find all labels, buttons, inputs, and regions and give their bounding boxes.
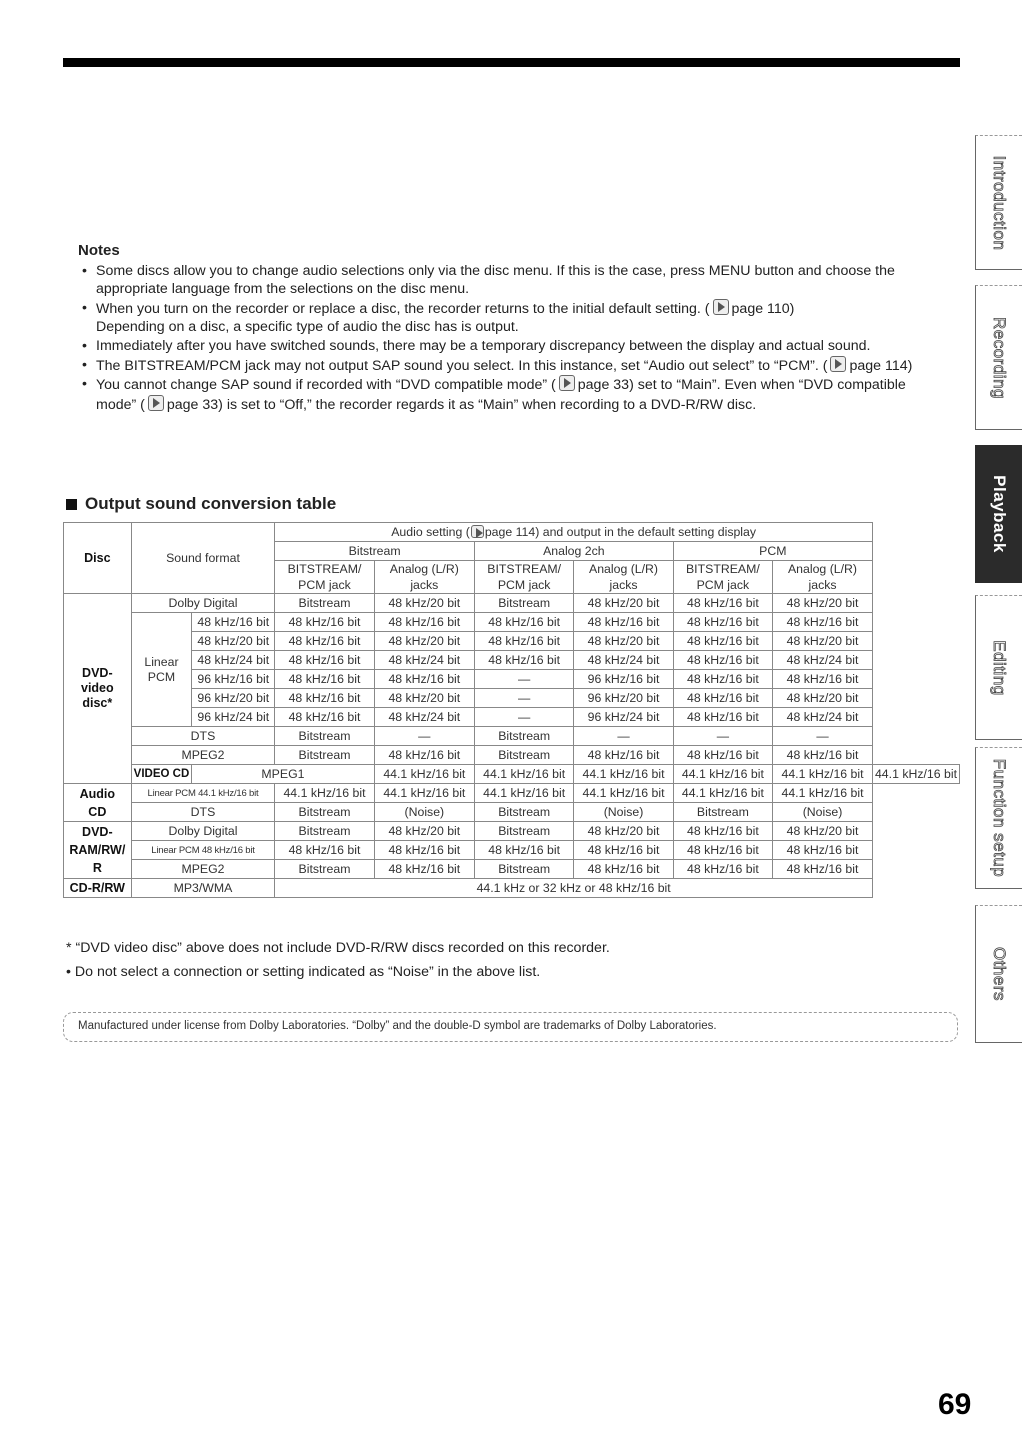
value-cell: 48 kHz/16 bit: [773, 613, 873, 632]
value-cell: 48 kHz/16 bit: [773, 860, 873, 879]
value-cell: Bitstream: [275, 727, 374, 746]
header-pcm: PCM: [673, 542, 872, 561]
note-item: • The BITSTREAM/PCM jack may not output SAP sound you select. In this instance, set “Audio out select” to “PCM”. ( page 114): [78, 356, 948, 376]
side-tab-editing[interactable]: [975, 595, 1022, 740]
value-cell: 48 kHz/16 bit: [574, 860, 673, 879]
format-cell: 96 kHz/24 bit: [192, 708, 275, 727]
header-bitstream: Bitstream: [275, 542, 475, 561]
table-row: [64, 879, 960, 898]
value-cell: 48 kHz/16 bit: [574, 841, 673, 860]
side-tab-recording[interactable]: [975, 285, 1022, 430]
page-reference-icon: [471, 525, 484, 538]
value-cell: 48 kHz/16 bit: [275, 670, 374, 689]
value-cell: 48 kHz/16 bit: [474, 651, 573, 670]
disc-cd-r-rw: CD-R/RW: [64, 879, 132, 898]
value-cell: —: [773, 727, 873, 746]
side-tab-playback[interactable]: [975, 445, 1022, 583]
table-row: [64, 651, 960, 670]
value-cell: 48 kHz/16 bit: [673, 860, 772, 879]
value-cell: 48 kHz/20 bit: [574, 822, 673, 841]
table-row: [64, 822, 960, 841]
value-cell: 48 kHz/16 bit: [574, 613, 673, 632]
table-row: [64, 613, 960, 632]
value-cell: 48 kHz/20 bit: [574, 632, 673, 651]
side-tab-introduction[interactable]: [975, 135, 1022, 270]
value-cell: 48 kHz/16 bit: [673, 822, 772, 841]
table-row: [64, 860, 960, 879]
footnote: • Do not select a connection or setting indicated as “Noise” in the above list.: [66, 964, 541, 980]
format-cell: Linear PCM 44.1 kHz/16 bit: [131, 784, 275, 803]
value-cell: Bitstream: [474, 727, 573, 746]
format-cell: MPEG1: [192, 765, 374, 784]
linear-pcm-label: Linear PCM: [131, 613, 192, 727]
value-cell: 48 kHz/16 bit: [474, 632, 573, 651]
table-row: [64, 594, 960, 613]
value-cell: Bitstream: [673, 803, 772, 822]
value-cell: 48 kHz/16 bit: [275, 613, 374, 632]
value-cell: (Noise): [773, 803, 873, 822]
value-cell: 48 kHz/20 bit: [773, 822, 873, 841]
value-cell: 48 kHz/16 bit: [374, 746, 474, 765]
disc-dvd-video: DVD- video disc*: [64, 594, 132, 784]
value-cell: 48 kHz/16 bit: [275, 841, 374, 860]
side-tab-label: Playback: [990, 475, 1009, 553]
value-cell: 44.1 kHz/16 bit: [872, 765, 959, 784]
value-cell: 48 kHz/16 bit: [374, 860, 474, 879]
value-cell: 48 kHz/16 bit: [275, 689, 374, 708]
value-cell: 48 kHz/20 bit: [374, 594, 474, 613]
license-notice: Manufactured under license from Dolby Laboratories. “Dolby” and the double-D symbol are trademarks of Dolby Laboratories.: [63, 1012, 958, 1042]
footnote: * “DVD video disc” above does not include DVD-R/RW discs recorded on this recorder.: [66, 940, 610, 956]
header-bitstream-pcm-jack: BITSTREAM/ PCM jack: [275, 561, 374, 594]
format-cell: DTS: [131, 803, 275, 822]
value-cell: Bitstream: [474, 860, 573, 879]
notes-title: Notes: [78, 242, 120, 259]
disc-audio-cd: Audio CD: [64, 784, 132, 822]
value-cell: 48 kHz/16 bit: [773, 841, 873, 860]
value-cell: 96 kHz/24 bit: [574, 708, 673, 727]
page-reference-icon: [713, 299, 729, 315]
value-cell: 48 kHz/16 bit: [673, 594, 772, 613]
side-tab-function-setup[interactable]: [975, 747, 1022, 889]
section-title: Output sound conversion table: [66, 494, 336, 514]
value-cell: 44.1 kHz or 32 kHz or 48 kHz/16 bit: [275, 879, 873, 898]
value-cell: 44.1 kHz/16 bit: [574, 765, 673, 784]
format-cell: 96 kHz/16 bit: [192, 670, 275, 689]
format-cell: MPEG2: [131, 860, 275, 879]
value-cell: Bitstream: [275, 594, 374, 613]
value-cell: 48 kHz/20 bit: [773, 594, 873, 613]
value-cell: 48 kHz/24 bit: [773, 708, 873, 727]
value-cell: Bitstream: [474, 594, 573, 613]
side-tab-label: Function setup: [990, 758, 1009, 878]
square-bullet-icon: [66, 499, 77, 510]
table-row: [64, 632, 960, 651]
table-row: [64, 784, 960, 803]
value-cell: 48 kHz/24 bit: [374, 708, 474, 727]
format-cell: Dolby Digital: [131, 594, 275, 613]
table-row: [64, 670, 960, 689]
value-cell: Bitstream: [275, 822, 374, 841]
value-cell: 96 kHz/20 bit: [574, 689, 673, 708]
side-tab-label: Introduction: [990, 155, 1009, 250]
header-analog-jacks: Analog (L/R) jacks: [773, 561, 873, 594]
value-cell: —: [474, 670, 573, 689]
value-cell: (Noise): [374, 803, 474, 822]
header-bitstream-pcm-jack: BITSTREAM/ PCM jack: [474, 561, 573, 594]
value-cell: 48 kHz/16 bit: [773, 746, 873, 765]
note-item: • You cannot change SAP sound if recorded with “DVD compatible mode” ( page 33) set to “Main”. Even when “DVD compatible mode” ( page 33) is set to “Off,” the recorder regards it as “Main” when recording to a DVD-R/RW disc.: [78, 375, 948, 414]
value-cell: 48 kHz/16 bit: [275, 632, 374, 651]
note-item: • Some discs allow you to change audio selections only via the disc menu. If this is the case, press MENU button and choose the appropriate language from the selections on the disc menu.: [78, 262, 948, 299]
page-number: 69: [938, 1388, 972, 1421]
header-sound-format: Sound format: [131, 523, 275, 594]
table-row: [64, 803, 960, 822]
side-tab-label: Editing: [990, 639, 1009, 696]
page-reference-icon: [830, 356, 846, 372]
value-cell: —: [574, 727, 673, 746]
value-cell: Bitstream: [275, 803, 374, 822]
value-cell: 44.1 kHz/16 bit: [673, 765, 772, 784]
side-tab-label: Others: [990, 946, 1009, 1002]
value-cell: Bitstream: [474, 746, 573, 765]
format-cell: 96 kHz/20 bit: [192, 689, 275, 708]
header-disc: Disc: [64, 523, 132, 594]
notes: [78, 242, 948, 414]
value-cell: Bitstream: [474, 803, 573, 822]
value-cell: 48 kHz/16 bit: [673, 670, 772, 689]
page-reference-icon: [559, 375, 575, 391]
table-row: [64, 689, 960, 708]
value-cell: 48 kHz/16 bit: [574, 746, 673, 765]
format-cell: 48 kHz/24 bit: [192, 651, 275, 670]
format-cell: MP3/WMA: [131, 879, 275, 898]
value-cell: —: [673, 727, 772, 746]
value-cell: 48 kHz/20 bit: [574, 594, 673, 613]
sound-conversion-table: [63, 522, 960, 898]
value-cell: 48 kHz/20 bit: [374, 822, 474, 841]
side-tab-label: Recording: [990, 316, 1009, 399]
value-cell: 48 kHz/16 bit: [673, 841, 772, 860]
value-cell: —: [474, 689, 573, 708]
value-cell: 48 kHz/16 bit: [673, 651, 772, 670]
value-cell: 48 kHz/16 bit: [673, 746, 772, 765]
table-row: [64, 708, 960, 727]
note-item: • Immediately after you have switched sounds, there may be a temporary discrepancy between the display and actual sound.: [78, 337, 948, 356]
disc-dvd-ram-rw-r: DVD- RAM/RW/ R: [64, 822, 132, 879]
value-cell: 48 kHz/16 bit: [673, 613, 772, 632]
format-cell: DTS: [131, 727, 275, 746]
value-cell: (Noise): [574, 803, 673, 822]
value-cell: Bitstream: [275, 746, 374, 765]
value-cell: 48 kHz/24 bit: [374, 651, 474, 670]
header-analog-2ch: Analog 2ch: [474, 542, 673, 561]
format-cell: 48 kHz/20 bit: [192, 632, 275, 651]
value-cell: Bitstream: [474, 822, 573, 841]
header-bitstream-pcm-jack: BITSTREAM/ PCM jack: [673, 561, 772, 594]
value-cell: 48 kHz/16 bit: [374, 670, 474, 689]
header-audio-setting: Audio setting ( page 114) and output in the default setting display: [275, 523, 873, 542]
value-cell: 44.1 kHz/16 bit: [374, 765, 474, 784]
value-cell: 44.1 kHz/16 bit: [673, 784, 772, 803]
value-cell: 44.1 kHz/16 bit: [773, 765, 873, 784]
value-cell: 44.1 kHz/16 bit: [773, 784, 873, 803]
header-analog-jacks: Analog (L/R) jacks: [374, 561, 474, 594]
table-row: [64, 746, 960, 765]
value-cell: 48 kHz/16 bit: [773, 670, 873, 689]
format-cell: Dolby Digital: [131, 822, 275, 841]
value-cell: —: [374, 727, 474, 746]
value-cell: —: [474, 708, 573, 727]
value-cell: 48 kHz/16 bit: [673, 708, 772, 727]
value-cell: 44.1 kHz/16 bit: [275, 784, 374, 803]
footnotes: [66, 936, 610, 984]
table-row: [64, 765, 960, 784]
table-row: [64, 727, 960, 746]
value-cell: 48 kHz/16 bit: [275, 708, 374, 727]
value-cell: 44.1 kHz/16 bit: [474, 784, 573, 803]
value-cell: Bitstream: [275, 860, 374, 879]
top-rule: [63, 58, 960, 67]
note-item: • When you turn on the recorder or replace a disc, the recorder returns to the initial default setting. ( page 110) Depending on a disc, a specific type of audio the disc has is output.: [78, 299, 948, 337]
value-cell: 48 kHz/20 bit: [374, 632, 474, 651]
value-cell: 44.1 kHz/16 bit: [374, 784, 474, 803]
disc-video-cd: VIDEO CD: [131, 765, 192, 784]
side-tab-others[interactable]: [975, 905, 1022, 1043]
value-cell: 48 kHz/16 bit: [474, 841, 573, 860]
value-cell: 48 kHz/16 bit: [374, 841, 474, 860]
page-reference-icon: [148, 395, 164, 411]
value-cell: 48 kHz/16 bit: [673, 632, 772, 651]
value-cell: 48 kHz/24 bit: [773, 651, 873, 670]
value-cell: 44.1 kHz/16 bit: [574, 784, 673, 803]
value-cell: 48 kHz/20 bit: [773, 632, 873, 651]
header-analog-jacks: Analog (L/R) jacks: [574, 561, 673, 594]
format-cell: MPEG2: [131, 746, 275, 765]
value-cell: 44.1 kHz/16 bit: [474, 765, 573, 784]
value-cell: 48 kHz/16 bit: [374, 613, 474, 632]
value-cell: 48 kHz/16 bit: [275, 651, 374, 670]
value-cell: 48 kHz/16 bit: [474, 613, 573, 632]
value-cell: 48 kHz/24 bit: [574, 651, 673, 670]
format-cell: 48 kHz/16 bit: [192, 613, 275, 632]
value-cell: 48 kHz/20 bit: [374, 689, 474, 708]
table-row: [64, 841, 960, 860]
value-cell: 48 kHz/16 bit: [673, 689, 772, 708]
value-cell: 48 kHz/20 bit: [773, 689, 873, 708]
value-cell: 96 kHz/16 bit: [574, 670, 673, 689]
format-cell: Linear PCM 48 kHz/16 bit: [131, 841, 275, 860]
